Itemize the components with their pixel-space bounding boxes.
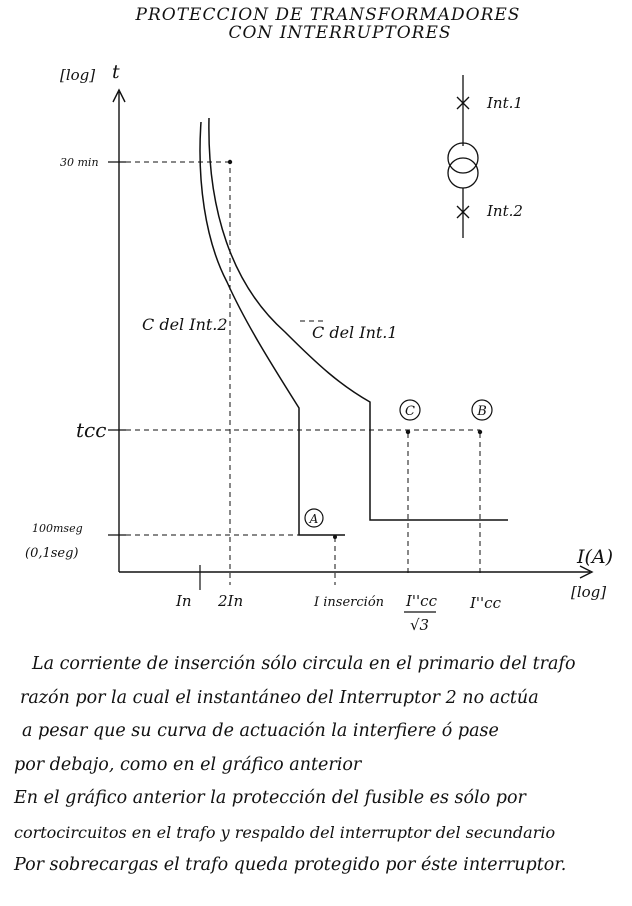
title-line-1: PROTECCION DE TRANSFORMADORES <box>135 5 521 25</box>
point-c-label: C <box>405 404 415 419</box>
title-line-2: CON INTERRUPTORES <box>228 23 452 43</box>
tick-sqrt3: √3 <box>410 616 430 634</box>
tick-icc: I''cc <box>470 594 501 612</box>
schematic-int2-label: Int.2 <box>487 202 523 220</box>
note-line-6: cortocircuitos en el trafo y respaldo del interruptor del secundario <box>14 822 556 842</box>
note-line-3: a pesar que su curva de actuación la interfiere ó pase <box>22 721 499 741</box>
x-axis <box>119 566 592 578</box>
tick-i-insercion: I inserción <box>314 595 385 610</box>
explanation-notes <box>14 648 626 883</box>
schematic-int1-label: Int.1 <box>487 94 523 112</box>
y-scale-label: [log] <box>60 66 96 84</box>
tick-in: In <box>176 592 192 610</box>
tick-icc-over-sqrt3: I''cc <box>406 592 437 610</box>
tick-2in: 2In <box>218 592 244 610</box>
curve-int1-label: C del Int.1 <box>312 323 398 342</box>
note-line-7: Por sobrecargas el trafo queda protegido por éste interruptor. <box>14 855 567 875</box>
curve-int1 <box>209 118 508 520</box>
x-scale-label: [log] <box>571 583 607 601</box>
transformer-schematic <box>448 75 478 238</box>
note-line-2: razón por la cual el instantáneo del Interruptor 2 no actúa <box>20 687 539 708</box>
x-axis-label: I(A) <box>577 546 614 568</box>
point-b <box>472 400 492 420</box>
tick-01seg: (0,1seg) <box>25 546 79 561</box>
tick-30min: 30 min <box>60 156 99 169</box>
point-a <box>305 509 323 527</box>
point-c <box>400 400 420 420</box>
note-line-5: En el gráfico anterior la protección del fusible es sólo por <box>14 788 526 808</box>
point-a-label: A <box>309 512 319 526</box>
tick-100mseg: 100mseg <box>32 522 83 535</box>
note-line-1: La corriente de inserción sólo circula en el primario del trafo <box>32 654 576 674</box>
curve-int2-label: C del Int.2 <box>142 315 228 334</box>
note-line-4: por debajo, como en el gráfico anterior <box>14 754 362 775</box>
tick-tcc: tcc <box>76 418 107 442</box>
y-axis-label: t <box>112 61 120 83</box>
point-b-label: B <box>477 404 487 419</box>
